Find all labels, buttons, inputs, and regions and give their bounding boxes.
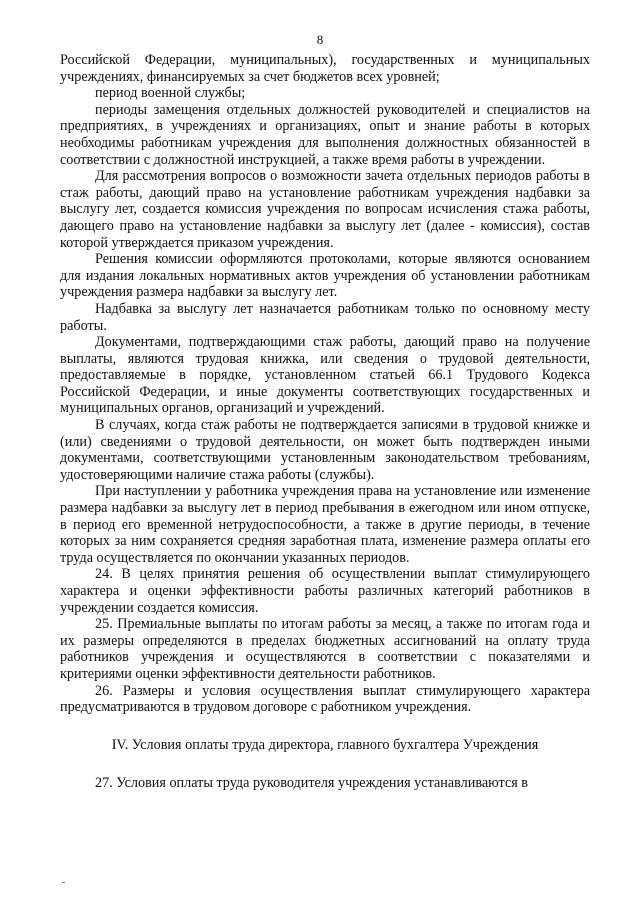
paragraph: В случаях, когда стаж работы не подтверждается записями в трудовой книжке и (или) сведениями о трудовой деятельности, он может быть подтвержден иными документами, соответствующими установленным законодательством требованиям, удостоверяющими наличие стажа работы (службы). [60, 417, 590, 483]
paragraph: Решения комиссии оформляются протоколами, которые являются основанием для издания локальных нормативных актов учреждения об установлении работникам учреждения размера надбавки за выслугу лет. [60, 251, 590, 301]
page-number: 8 [316, 32, 324, 47]
paragraph: 25. Премиальные выплаты по итогам работы за месяц, а также по итогам года и их размеры определяются в пределах бюджетных ассигнований на оплату труда работников учреждения и осуществляются в соответствии с показателями и критериями оценки эффективности деятельности работников. [60, 616, 590, 682]
paragraph: Для рассмотрения вопросов о возможности зачета отдельных периодов работы в стаж работы, дающий право на установление работникам учреждения надбавки за выслугу лет, создается комиссия учреждения по вопросам исчисления стажа работы, дающего право на установление надбавки за выслугу лет (далее - комиссия), состав которой утверждается приказом учреждения. [60, 168, 590, 251]
paragraph: Российской Федерации, муниципальных), государственных и муниципальных учреждениях, финансируемых за счет бюджетов всех уровней; [60, 52, 590, 85]
document-body [60, 52, 590, 792]
paragraph: 27. Условия оплаты труда руководителя учреждения устанавливаются в [95, 775, 528, 792]
paragraph: Документами, подтверждающими стаж работы, дающий право на получение выплаты, являются трудовая книжка, или сведения о трудовой деятельности, предоставляемые в порядке, установленном статьей 66.1 Трудового Кодекса Российской Федерации, и иные документы соответствующих государственных и муниципальных органов, организаций и учреждений. [60, 334, 590, 417]
footer-mark: - [62, 877, 66, 888]
paragraph: 26. Размеры и условия осуществления выплат стимулирующего характера предусматриваются в трудовом договоре с работником учреждения. [60, 682, 590, 716]
paragraph: При наступлении у работника учреждения права на установление или изменение размера надбавки за выслугу лет в период пребывания в ежегодном или ином отпуске, в период его временной нетрудоспособности, а также в другие периоды, в течение которых за ним сохраняется средняя заработная плата, изменение размера оплаты его труда осуществляется по окончании указанных периодов. [60, 483, 590, 566]
paragraph: периоды замещения отдельных должностей руководителей и специалистов на предприятиях, в учреждениях и организациях, опыт и знание работы в которых необходимы работникам учреждения для выполнения должностных обязанностей в соответствии с должностной инструкцией, а также время работы в учреждении. [60, 101, 590, 168]
paragraph: 24. В целях принятия решения об осуществлении выплат стимулирующего характера и оценки эффективности работы различных категорий работников в учреждении создается комиссия. [60, 566, 590, 616]
paragraphs-bottom [60, 775, 590, 792]
paragraphs-top [60, 52, 590, 716]
paragraph: Надбавка за выслугу лет назначается работникам только по основному месту работы. [60, 300, 590, 334]
paragraph: период военной службы; [95, 85, 246, 102]
section-heading: IV. Условия оплаты труда директора, главного бухгалтера Учреждения [111, 736, 539, 753]
